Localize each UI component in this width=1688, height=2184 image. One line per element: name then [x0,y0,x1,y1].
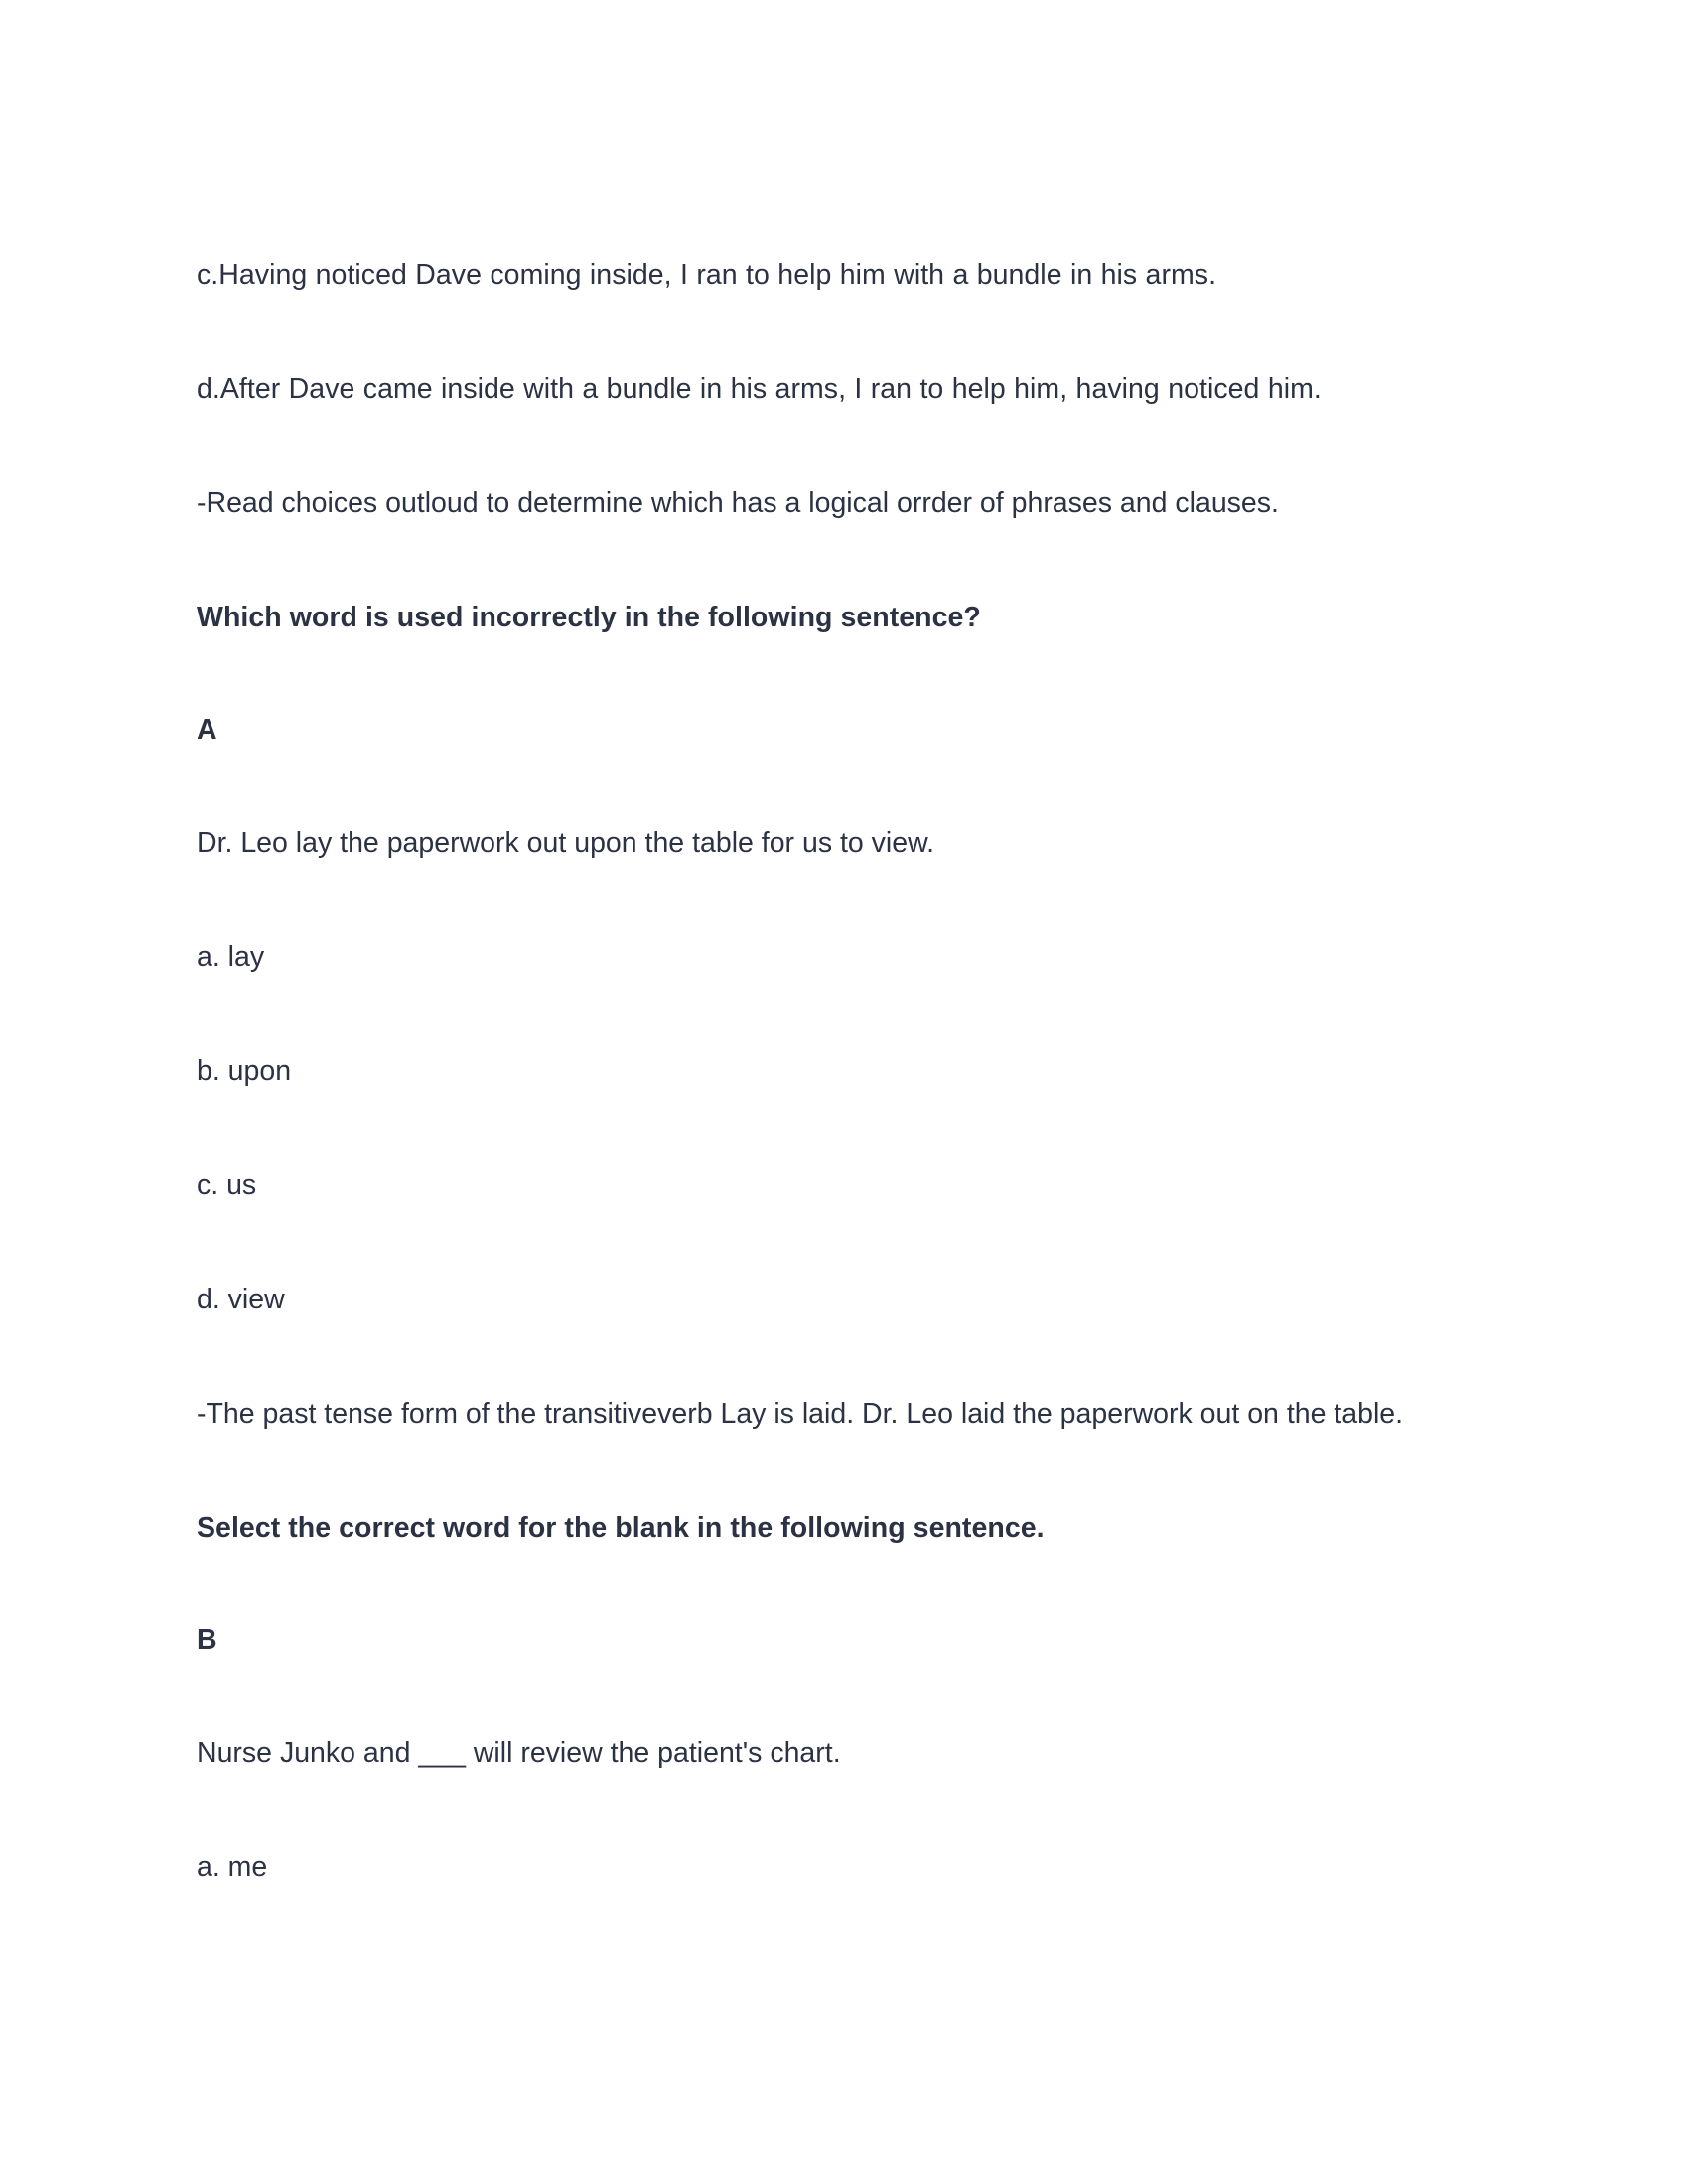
question-1-choice-d: d. view [197,1284,285,1315]
document-body [197,246,1458,1896]
previous-choice-c: c.Having noticed Dave coming inside, I ran to help him with a bundle in his arms. [197,259,1217,291]
question-2-choice-a: a. me [197,1851,268,1883]
question-1-choice-a: a. lay [197,941,265,973]
question-2-prompt: Select the correct word for the blank in the following sentence. [197,1512,1045,1544]
previous-explanation-note: -Read choices outloud to determine which has a logical orrder of phrases and clauses. [197,487,1279,519]
question-1-explanation: -The past tense form of the transitiveverb Lay is laid. Dr. Leo laid the paperwork out on the table. [197,1398,1404,1430]
question-1-choice-b: b. upon [197,1055,292,1087]
question-2-answer-marker: B [197,1624,217,1656]
previous-choice-d: d.After Dave came inside with a bundle in his arms, I ran to help him, having noticed him. [197,373,1322,405]
question-1-prompt: Which word is used incorrectly in the following sentence? [197,602,981,633]
question-1-sentence: Dr. Leo lay the paperwork out upon the table for us to view. [197,827,935,859]
question-1-answer-marker: A [197,714,217,746]
question-2-sentence: Nurse Junko and ___ will review the patient's chart. [197,1737,841,1769]
question-1-choice-c: c. us [197,1169,257,1201]
